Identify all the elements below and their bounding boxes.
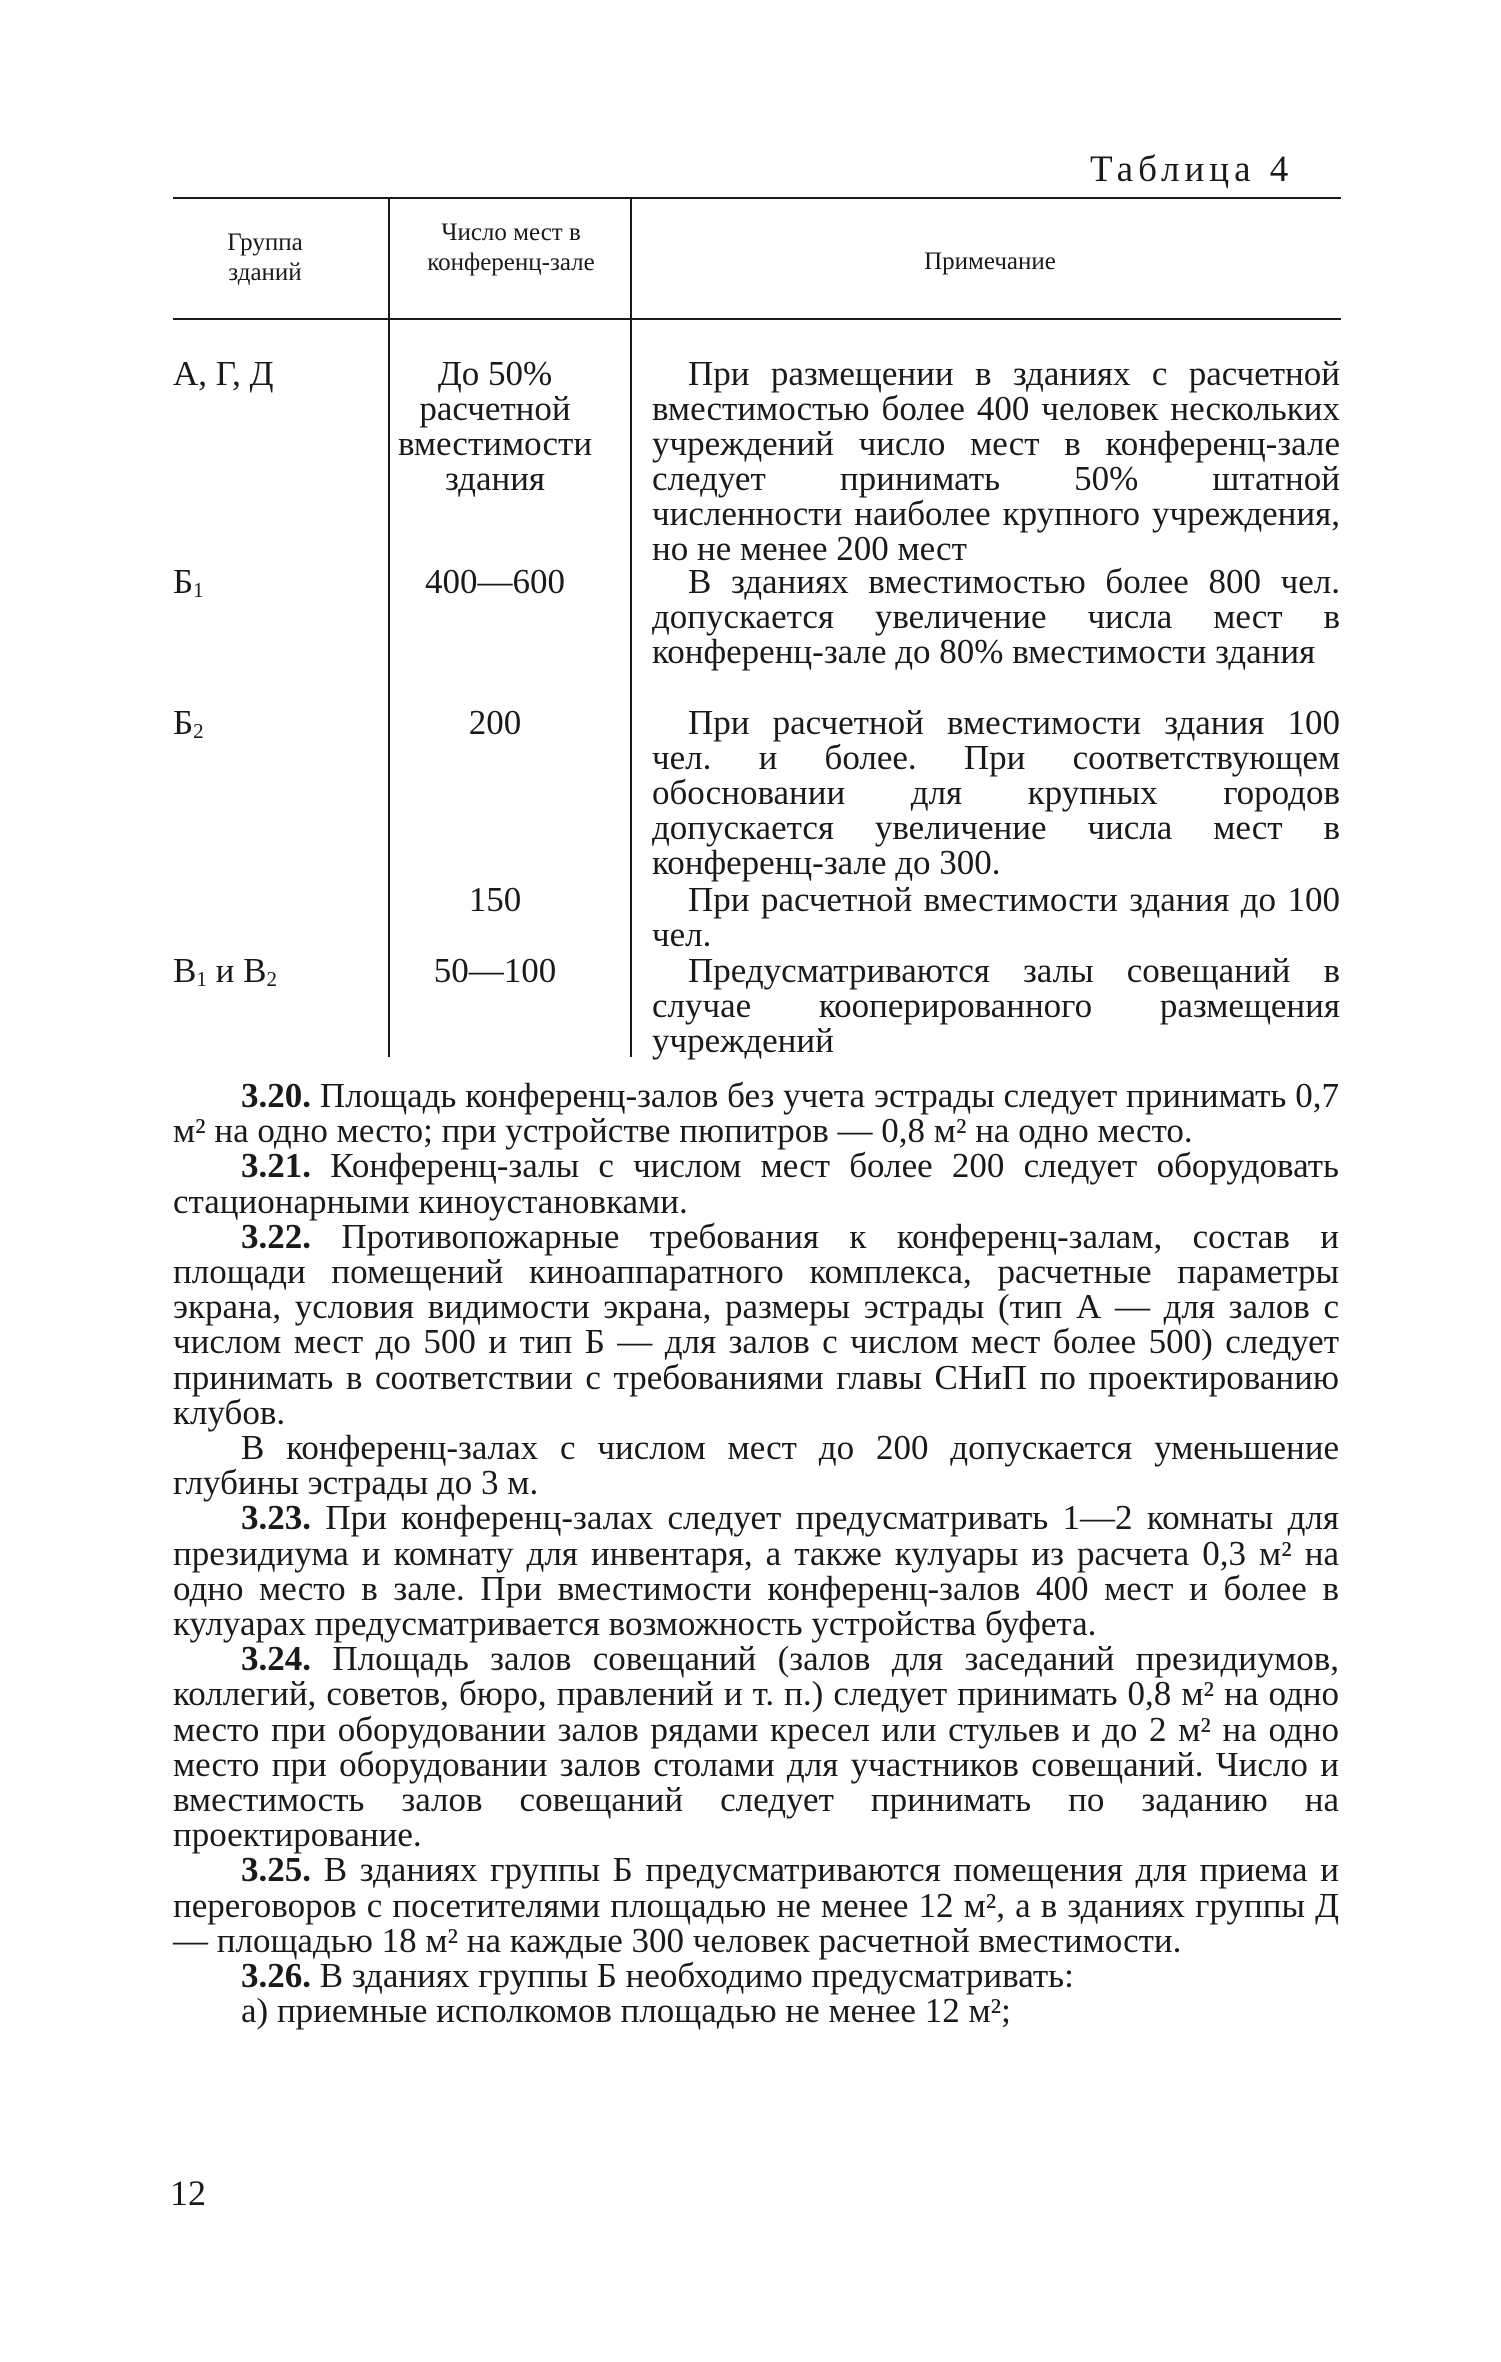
row3-group-letter: Б bbox=[173, 703, 194, 742]
row4-note: При расчетной вместимости здания до 100 чел. bbox=[652, 880, 1340, 954]
paragraph-text: Конференц-залы с числом мест более 200 следует оборудовать стационарными киноустановками. bbox=[173, 1146, 1339, 1221]
paragraph-number: 3.23. bbox=[241, 1498, 311, 1538]
row1-note: При размещении в зданиях с расчетной вместимостью более 400 человек нескольких учреждений число мест в конференц-зале следует принимать 50% штатной численности наиболее крупного учреждения, но не менее 200 мест bbox=[652, 354, 1340, 568]
paragraph-number: 3.22. bbox=[241, 1216, 311, 1256]
row2-group bbox=[173, 564, 383, 608]
list-item-a: а) приемные исполкомов площадью не менее 12 м²; bbox=[241, 1991, 1011, 2031]
table-caption: Таблица 4 bbox=[1090, 149, 1294, 190]
header-note: Примечание bbox=[924, 248, 1056, 275]
row4-seats: 150 bbox=[468, 880, 522, 919]
paragraph-3-23 bbox=[173, 1498, 1339, 1644]
table-column-rule-2 bbox=[630, 197, 632, 1057]
row2-note: В зданиях вместимостью более 800 чел. допускается увеличение числа мест в конференц-зале до 80% вместимости здания bbox=[652, 562, 1340, 671]
paragraph-text: Площадь конференц-залов без учета эстрады следует принимать 0,7 м² на одно место; при устройстве пюпитров — 0,8 м² на одно место. bbox=[173, 1076, 1339, 1151]
row1-seats: До 50% расчетной вместимости здания bbox=[397, 354, 593, 498]
row5-group bbox=[173, 953, 383, 997]
paragraph-3-22 bbox=[173, 1216, 1339, 1432]
row3-group-sub: 2 bbox=[193, 719, 204, 743]
table-top-rule bbox=[173, 197, 1341, 199]
page-number: 12 bbox=[170, 2173, 206, 2213]
paragraph-text: Противопожарные требования к конференц-залам, состав и площади помещений киноаппаратного комплекса, расчетные параметры экрана, условия видимости экрана, размеры эстрады (тип А — для залов с числом мест до 500 и тип Б — для залов с числом мест более 500) следует принимать в соответствии с требованиями главы СНиП по проектированию клубов. bbox=[173, 1216, 1339, 1432]
paragraph-number: 3.24. bbox=[241, 1639, 311, 1679]
paragraph-number: 3.21. bbox=[241, 1146, 311, 1186]
paragraph-number: 3.25. bbox=[241, 1850, 311, 1890]
row5-group-b: В bbox=[243, 951, 267, 990]
paragraph-text: В зданиях группы Б необходимо предусматривать: bbox=[311, 1956, 1074, 1996]
paragraph-number: 3.26. bbox=[241, 1956, 311, 1996]
row5-group-a: В bbox=[173, 951, 197, 990]
body-text bbox=[173, 1076, 1339, 2031]
paragraph-3-24 bbox=[173, 1639, 1339, 1855]
row5-group-a-sub: 1 bbox=[196, 967, 207, 991]
row2-group-letter: Б bbox=[173, 562, 194, 601]
row2-group-sub: 1 bbox=[193, 578, 204, 602]
row3-group bbox=[173, 705, 383, 749]
paragraph-text: В конференц-залах с числом мест до 200 допускается уменьшение глубины эстрады до 3 м. bbox=[173, 1428, 1339, 1503]
table-header-rule bbox=[173, 318, 1341, 320]
header-seats: Число мест в конференц-зале bbox=[427, 219, 595, 276]
paragraph-text: Площадь залов совещаний (залов для заседаний президиумов, коллегий, советов, бюро, правлений и т. п.) следует принимать 0,8 м² на одно место при оборудовании залов рядами кресел или стульев и до 2 м² на одно место при оборудовании залов столами для участников совещаний. Число и вместимость залов совещаний следует принимать по заданию на проектирование. bbox=[173, 1639, 1339, 1855]
paragraph-3-20 bbox=[173, 1076, 1339, 1151]
table-column-rule-1 bbox=[388, 197, 390, 1057]
paragraph-3-25 bbox=[173, 1852, 1339, 1958]
paragraph-3-26 bbox=[173, 1956, 1339, 1996]
paragraph-text: При конференц-залах следует предусматривать 1—2 комнаты для президиума и комнату для инвентаря, а также кулуары из расчета 0,3 м² на одно место в зале. При вместимости конференц-залов 400 мест и более в кулуарах предусматривается возможность устройства буфета. bbox=[173, 1498, 1339, 1644]
paragraph-text: В зданиях группы Б предусматриваются помещения для приема и переговоров с посетителями площадью не менее 12 м², а в зданиях группы Д — площадью 18 м² на каждые 300 человек расчетной вместимости. bbox=[173, 1850, 1339, 1960]
row5-seats: 50—100 bbox=[433, 951, 557, 990]
paragraph-number: 3.20. bbox=[241, 1076, 311, 1115]
header-group: Группа зданий bbox=[227, 229, 303, 286]
paragraph-3-22-continued bbox=[173, 1428, 1339, 1503]
row3-note: При расчетной вместимости здания 100 чел. и более. При соответствующем обосновании для крупных городов допускается увеличение числа мест в конференц-зале до 300. bbox=[652, 703, 1340, 882]
paragraph-3-21 bbox=[173, 1146, 1339, 1221]
row5-group-and: и bbox=[206, 951, 244, 990]
row2-seats: 400—600 bbox=[425, 562, 565, 601]
row1-group: А, Г, Д bbox=[173, 354, 274, 393]
row5-group-b-sub: 2 bbox=[266, 967, 277, 991]
row5-note: Предусматриваются залы совещаний в случае кооперированного размещения учреждений bbox=[652, 951, 1340, 1060]
row3-seats: 200 bbox=[468, 703, 522, 742]
